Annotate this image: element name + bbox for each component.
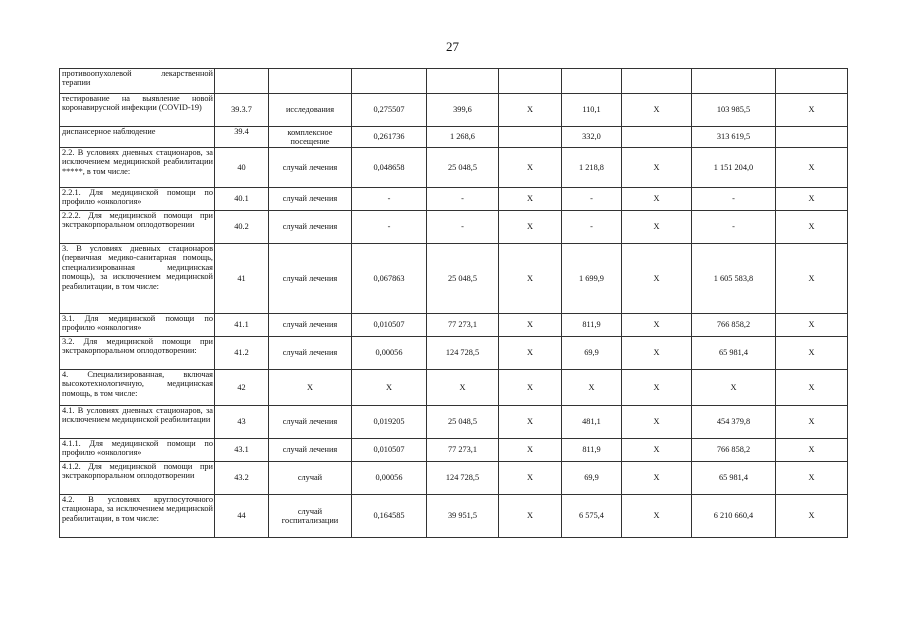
table-cell-c8: X (622, 314, 692, 337)
table-cell-c8: X (622, 439, 692, 462)
table-cell-c6: X (499, 314, 562, 337)
table-cell-c9: 6 210 660,4 (692, 495, 776, 538)
table-cell-cost: - (427, 188, 499, 211)
table-cell-norm: 0,019205 (352, 406, 427, 439)
table-cell-c8: X (622, 337, 692, 370)
table-cell-code: 44 (215, 495, 269, 538)
table-cell-unit: случай лечения (269, 148, 352, 188)
table-cell-unit: случай лечения (269, 337, 352, 370)
table-cell-c8: X (622, 462, 692, 495)
table-cell-c8: X (622, 148, 692, 188)
table-cell-unit: случай лечения (269, 406, 352, 439)
table-cell-c6: X (499, 94, 562, 127)
table-cell-name: 4.2. В условиях круглосуточного стационара, за исключением медицинской реабилитации, в том числе: (60, 495, 215, 538)
table-cell-c7: 811,9 (562, 314, 622, 337)
table-cell-code: 41.1 (215, 314, 269, 337)
table-cell-code: 39.3.7 (215, 94, 269, 127)
table-cell-c8: X (622, 495, 692, 538)
table-cell-name: 2.2. В условиях дневных стационаров, за исключением медицинской реабилитации *****, в том числе: (60, 148, 215, 188)
table-row (60, 314, 848, 337)
table-row (60, 439, 848, 462)
table-cell-c10: X (776, 439, 848, 462)
table-cell-c10: X (776, 244, 848, 314)
table-cell-code: 43 (215, 406, 269, 439)
table-cell-c8: X (622, 188, 692, 211)
table-cell-name: тестирование на выявление новой коронавирусной инфекции (COVID-19) (60, 94, 215, 127)
table-cell-c10: X (776, 495, 848, 538)
table-cell-c9: - (692, 211, 776, 244)
table-cell-unit: случай госпитализации (269, 495, 352, 538)
table-cell-code: 43.2 (215, 462, 269, 495)
table-cell-cost: 39 951,5 (427, 495, 499, 538)
table-cell-unit: комплексное посещение (269, 127, 352, 148)
table-cell-c10: X (776, 148, 848, 188)
table-cell-norm: 0,261736 (352, 127, 427, 148)
table-cell-cost: - (427, 211, 499, 244)
table-cell-c9: 766 858,2 (692, 314, 776, 337)
table-cell-name: 4. Специализированная, включая высокотехнологичную, медицинская помощь, в том числе: (60, 370, 215, 406)
table-row (60, 127, 848, 148)
table-cell-code: 42 (215, 370, 269, 406)
table-cell-norm: 0,048658 (352, 148, 427, 188)
table-cell-code: 43.1 (215, 439, 269, 462)
table-cell-c7: X (562, 370, 622, 406)
table-cell-c6: X (499, 406, 562, 439)
table-cell-c7: - (562, 211, 622, 244)
table-cell-c6: X (499, 370, 562, 406)
table-cell-cost: 124 728,5 (427, 337, 499, 370)
table-cell-c9: 65 981,4 (692, 462, 776, 495)
table-cell-cost: X (427, 370, 499, 406)
table-cell-c7: 69,9 (562, 337, 622, 370)
table-cell-c6: X (499, 244, 562, 314)
table-cell-name: противоопухолевой лекарственной терапии (60, 69, 215, 94)
table-cell-c6 (499, 69, 562, 94)
table-cell-cost: 25 048,5 (427, 406, 499, 439)
table-cell-code: 41.2 (215, 337, 269, 370)
table-cell-c6: X (499, 462, 562, 495)
table-cell-c8 (622, 127, 692, 148)
table-row (60, 94, 848, 127)
table-cell-c8: X (622, 94, 692, 127)
table-row (60, 188, 848, 211)
table-cell-c10: X (776, 314, 848, 337)
table-cell-cost: 399,6 (427, 94, 499, 127)
table-cell-code: 40.2 (215, 211, 269, 244)
table-cell-norm: 0,010507 (352, 314, 427, 337)
table-cell-unit: случай (269, 462, 352, 495)
table-cell-code: 41 (215, 244, 269, 314)
table-cell-c10 (776, 127, 848, 148)
table-cell-norm: X (352, 370, 427, 406)
table-cell-cost (427, 69, 499, 94)
page-number: 27 (446, 39, 459, 54)
table-cell-c9: 1 151 204,0 (692, 148, 776, 188)
table-cell-cost: 77 273,1 (427, 439, 499, 462)
table-cell-c8: X (622, 244, 692, 314)
table-cell-unit (269, 69, 352, 94)
table-cell-cost: 25 048,5 (427, 244, 499, 314)
table-cell-unit: случай лечения (269, 439, 352, 462)
table-cell-c9: 766 858,2 (692, 439, 776, 462)
table-cell-c8: X (622, 370, 692, 406)
table-cell-norm: 0,164585 (352, 495, 427, 538)
table-cell-name: 3.2. Для медицинской помощи при экстракорпоральном оплодотворении: (60, 337, 215, 370)
table-cell-norm: 0,067863 (352, 244, 427, 314)
table-cell-cost: 124 728,5 (427, 462, 499, 495)
table-cell-c9: 454 379,8 (692, 406, 776, 439)
table-cell-c9: 1 605 583,8 (692, 244, 776, 314)
table-cell-code (215, 69, 269, 94)
table-cell-c10: X (776, 94, 848, 127)
table-row (60, 244, 848, 314)
table-cell-c6: X (499, 439, 562, 462)
data-table (59, 68, 848, 538)
table-cell-norm: 0,010507 (352, 439, 427, 462)
table-cell-unit: исследования (269, 94, 352, 127)
table-cell-name: 2.2.2. Для медицинской помощи при экстракорпоральном оплодотворении (60, 211, 215, 244)
table-cell-c7: 110,1 (562, 94, 622, 127)
table-cell-norm: - (352, 188, 427, 211)
table-cell-norm: 0,00056 (352, 462, 427, 495)
table-cell-c10: X (776, 211, 848, 244)
table-cell-cost: 25 048,5 (427, 148, 499, 188)
table-cell-c10: X (776, 337, 848, 370)
table-cell-c7: 6 575,4 (562, 495, 622, 538)
table-cell-c7: - (562, 188, 622, 211)
table-cell-c7: 332,0 (562, 127, 622, 148)
table-cell-norm: 0,00056 (352, 337, 427, 370)
table-cell-unit: случай лечения (269, 211, 352, 244)
table-row (60, 148, 848, 188)
table-cell-c6 (499, 127, 562, 148)
table-cell-norm: 0,275507 (352, 94, 427, 127)
table-cell-c8 (622, 69, 692, 94)
table-row (60, 406, 848, 439)
table-cell-c9: - (692, 188, 776, 211)
table-cell-name: 4.1. В условиях дневных стационаров, за исключением медицинской реабилитации (60, 406, 215, 439)
table-cell-c7 (562, 69, 622, 94)
table-cell-c10: X (776, 370, 848, 406)
table-cell-name: диспансерное наблюдение (60, 127, 215, 148)
table-cell-c10 (776, 69, 848, 94)
table-row (60, 337, 848, 370)
table-cell-c6: X (499, 211, 562, 244)
table-cell-c7: 811,9 (562, 439, 622, 462)
table-row (60, 370, 848, 406)
table-cell-c9 (692, 69, 776, 94)
table-row (60, 462, 848, 495)
table-cell-c8: X (622, 211, 692, 244)
table-cell-c6: X (499, 495, 562, 538)
table-cell-norm (352, 69, 427, 94)
table-cell-c6: X (499, 148, 562, 188)
table-row (60, 211, 848, 244)
table-row (60, 495, 848, 538)
table-cell-c9: 313 619,5 (692, 127, 776, 148)
table-cell-c9: 103 985,5 (692, 94, 776, 127)
table-cell-unit: случай лечения (269, 188, 352, 211)
table-cell-unit: X (269, 370, 352, 406)
table-cell-name: 4.1.2. Для медицинской помощи при экстракорпоральном оплодотворении (60, 462, 215, 495)
table-cell-unit: случай лечения (269, 244, 352, 314)
table-cell-name: 2.2.1. Для медицинской помощи по профилю «онкология» (60, 188, 215, 211)
table-cell-name: 3. В условиях дневных стационаров (первичная медико-санитарная помощь, специализированная медицинская помощь), за исключением медицинской реабилитации, в том числе: (60, 244, 215, 314)
table-cell-name: 4.1.1. Для медицинской помощи по профилю «онкология» (60, 439, 215, 462)
table-cell-c8: X (622, 406, 692, 439)
table-cell-cost: 1 268,6 (427, 127, 499, 148)
table-cell-c6: X (499, 188, 562, 211)
table-cell-c9: X (692, 370, 776, 406)
table-cell-c10: X (776, 188, 848, 211)
table-cell-code: 40.1 (215, 188, 269, 211)
table-cell-code: 40 (215, 148, 269, 188)
table-row (60, 69, 848, 94)
table-cell-name: 3.1. Для медицинской помощи по профилю «онкология» (60, 314, 215, 337)
table-cell-c7: 481,1 (562, 406, 622, 439)
table-cell-c10: X (776, 462, 848, 495)
table-cell-c9: 65 981,4 (692, 337, 776, 370)
table-cell-c10: X (776, 406, 848, 439)
table-cell-cost: 77 273,1 (427, 314, 499, 337)
table-cell-c7: 1 699,9 (562, 244, 622, 314)
table-cell-norm: - (352, 211, 427, 244)
table-cell-c7: 69,9 (562, 462, 622, 495)
table-cell-unit: случай лечения (269, 314, 352, 337)
table-cell-c7: 1 218,8 (562, 148, 622, 188)
table-cell-c6: X (499, 337, 562, 370)
table-cell-code: 39.4 (215, 127, 269, 148)
